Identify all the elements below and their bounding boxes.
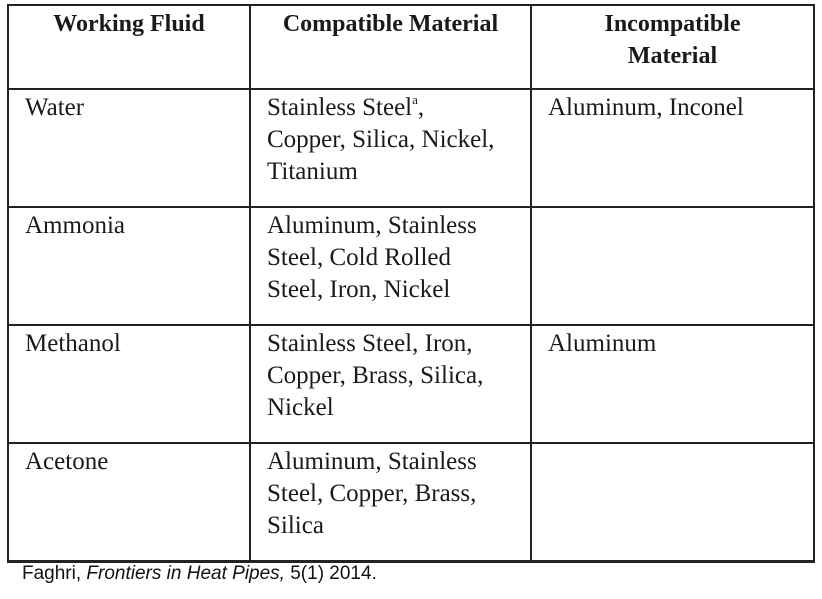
header-working-fluid: Working Fluid: [8, 5, 250, 89]
compatible-text: Stainless Steel: [267, 94, 413, 121]
cell-compatible: Aluminum, Stainless Steel, Copper, Brass, Silica: [250, 443, 531, 562]
cell-fluid: Methanol: [8, 325, 250, 443]
table-row: [8, 207, 814, 325]
compatibility-table: [7, 4, 815, 563]
citation-journal: Frontiers in Heat Pipes,: [86, 563, 285, 584]
cell-fluid: Acetone: [8, 443, 250, 562]
table-row: [8, 325, 814, 443]
table-row: [8, 443, 814, 562]
table-header-row: [8, 5, 814, 89]
cell-fluid: Ammonia: [8, 207, 250, 325]
cell-incompatible: Aluminum, Inconel: [531, 89, 814, 207]
compatible-text-rest: , Copper, Silica, Nickel, Titanium: [267, 94, 495, 185]
cell-compatible: [250, 89, 531, 207]
header-compatible-material: Compatible Material: [250, 5, 531, 89]
cell-fluid: Water: [8, 89, 250, 207]
citation-volume: 5(1) 2014.: [284, 563, 377, 584]
cell-incompatible: [531, 443, 814, 562]
cell-compatible: Stainless Steel, Iron, Copper, Brass, Silica, Nickel: [250, 325, 531, 443]
source-citation: [22, 563, 377, 585]
cell-incompatible: Aluminum: [531, 325, 814, 443]
footnote-marker: a: [412, 92, 418, 107]
cell-incompatible: [531, 207, 814, 325]
cell-compatible: Aluminum, Stainless Steel, Cold Rolled Steel, Iron, Nickel: [250, 207, 531, 325]
citation-author: Faghri,: [22, 563, 87, 584]
header-incompatible-material: Incompatible Material: [531, 5, 814, 89]
table-row: [8, 89, 814, 207]
compatibility-table-frame: [7, 4, 813, 552]
